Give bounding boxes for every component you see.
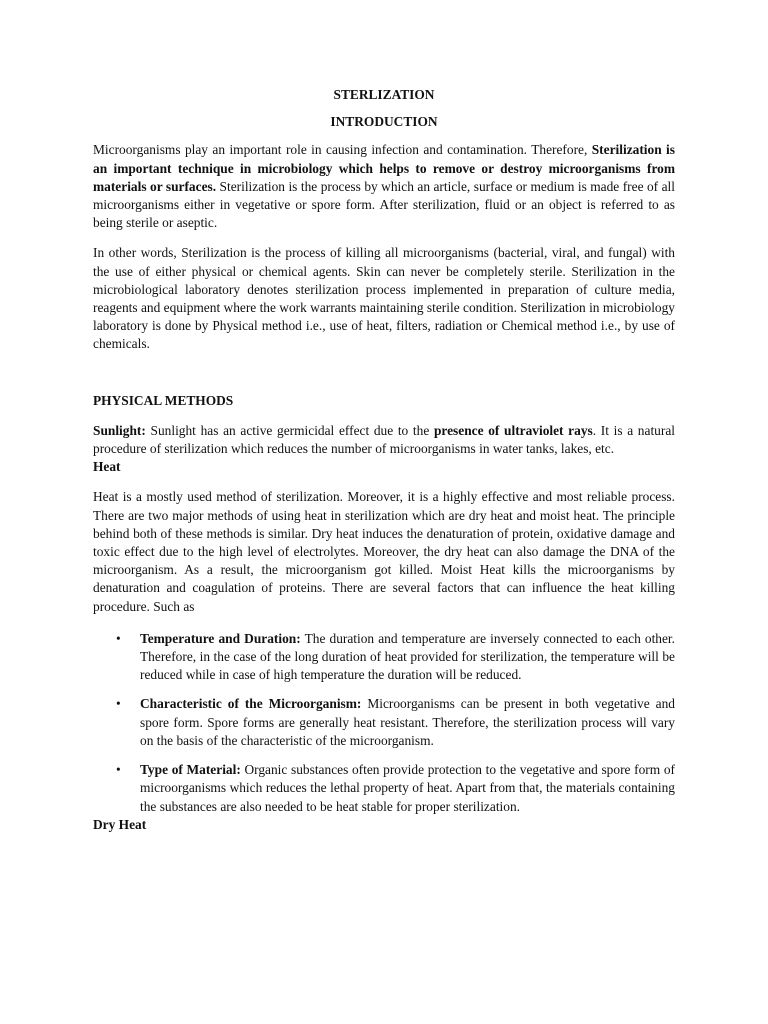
intro-paragraph-1 xyxy=(93,141,675,232)
dry-heat-heading: Dry Heat xyxy=(93,816,147,832)
factor-text: Microorganisms can be present in both vegetative and spore form. Spore forms are generally heat resistant. Therefore, the sterilization process will vary on the basis of the characteristic of the microorganism. xyxy=(140,696,675,748)
intro-p1-text-a: Microorganisms play an important role in causing infection and contamination. Therefore, xyxy=(93,142,592,158)
sunlight-label: Sunlight: xyxy=(93,422,146,438)
intro-paragraph-2: In other words, Sterilization is the process of killing all microorganisms (bacterial, viral, and fungal) with the use of either physical or chemical agents. Skin can never be completely sterile. Sterilization in the microbiological laboratory denotes sterilization process implemented in preparation of culture media, reagents and equipment where the work warrants maintaining sterile condition. Sterilization in microbiology laboratory is done by Physical method i.e., use of heat, filters, radiation or Chemical method i.e., by use of chemicals. xyxy=(93,245,675,352)
sunlight-paragraph xyxy=(93,422,675,458)
factor-label: Characteristic of the Microorganism: xyxy=(140,696,362,712)
factor-text: Organic substances often provide protection to the vegetative and spore form of microorganisms which reduces the lethal property of heat. Apart from that, the materials containing the substances are also needed to be heat stable for proper sterilization. xyxy=(140,762,675,814)
factor-label: Type of Material: xyxy=(140,762,241,778)
bullet-icon: • xyxy=(116,762,121,778)
list-item xyxy=(93,695,675,750)
section-title-introduction: INTRODUCTION xyxy=(330,114,438,130)
intro-p1-bold-text: Sterilization is an important technique in microbiology which helps to remove or destroy microorganisms from materials or surfaces. xyxy=(93,142,675,194)
bullet-icon: • xyxy=(116,630,121,646)
factor-label: Temperature and Duration: xyxy=(140,630,301,646)
physical-methods-heading: PHYSICAL METHODS xyxy=(93,392,234,408)
heat-paragraph: Heat is a mostly used method of sterilization. Moreover, it is a highly effective and most reliable process. There are two major methods of using heat in sterilization which are dry heat and moist heat. The principle behind both of these methods is similar. Dry heat induces the denaturation of protein, oxidative damage and toxic effect due to the high level of electrolytes. Moreover, the dry heat can also damage the DNA of the microorganism. As a result, the microorganism got killed. Moist Heat kills the microorganisms by denaturation and coagulation of proteins. There are several factors that can influence the heat killing procedure. Such as xyxy=(93,489,675,614)
document-body xyxy=(93,86,675,834)
bullet-icon: • xyxy=(116,696,121,712)
heat-factors-list xyxy=(93,630,675,816)
sunlight-text-b: . It is a natural procedure of sterilization which reduces the number of microorganisms in water tanks, lakes, etc. xyxy=(93,422,675,457)
sunlight-text-a: Sunlight has an active germicidal effect due to the xyxy=(145,422,434,438)
intro-p1-text-b: Sterilization is the process by which an article, surface or medium is made free of all microorganisms either in vegetative or spore form. After sterilization, fluid or an object is referred to as being sterile or aseptic. xyxy=(93,178,675,231)
sunlight-bold-text: presence of ultraviolet rays xyxy=(433,422,593,438)
heat-heading: Heat xyxy=(93,459,121,475)
list-item xyxy=(93,761,675,816)
document-title: STERLIZATION xyxy=(333,87,435,102)
list-item xyxy=(93,630,675,685)
factor-text: The duration and temperature are inversely connected to each other. Therefore, in the case of the long duration of heat provided for sterilization, the temperature will be reduced while in case of high temperature the duration will be reduced. xyxy=(140,630,676,683)
